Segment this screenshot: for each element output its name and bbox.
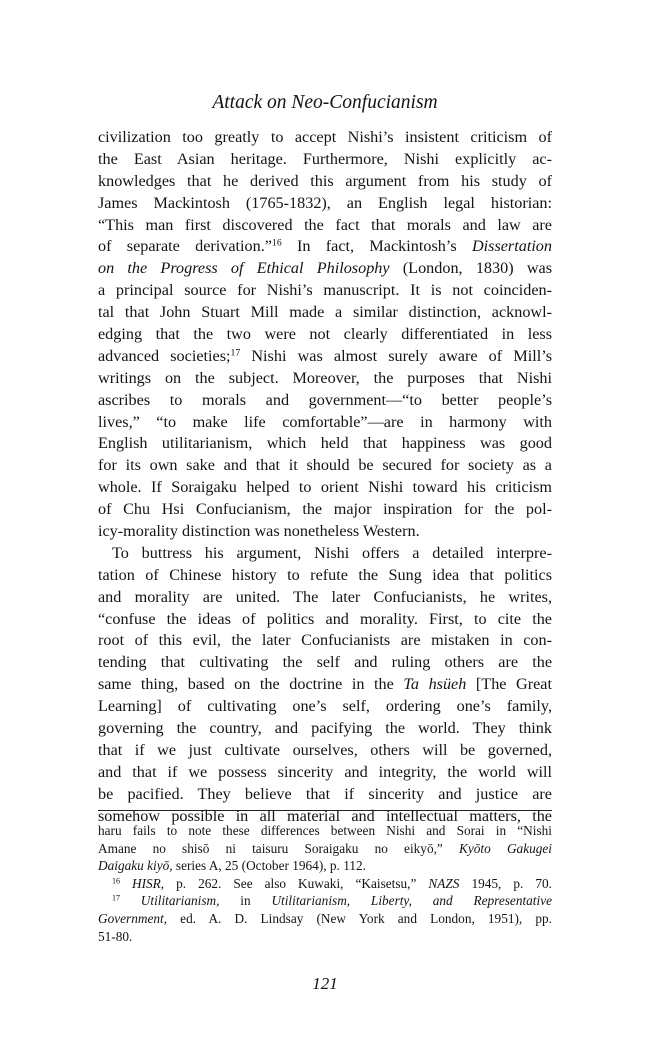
text-line: root of this evil, the later Confucianists are mistaken in con- xyxy=(98,631,552,650)
footnote-number: 16 xyxy=(112,876,120,886)
text-line: whole. If Soraigaku helped to orient Nishi toward his criticism xyxy=(98,478,552,497)
text-line: civilization too greatly to accept Nishi’s insistent criticism of xyxy=(98,128,552,146)
text-line: the East Asian heritage. Furthermore, Nishi explicitly ac- xyxy=(98,149,552,168)
text-line: and that if we possess sincerity and integrity, the world will xyxy=(98,762,552,781)
text-line: ascribes to morals and government—“to better people’s xyxy=(98,390,552,409)
text-line: tending that cultivating the self and ruling others are the xyxy=(98,653,552,672)
text-line: writings on the subject. Moreover, the purposes that Nishi xyxy=(98,368,552,387)
footnote-line: 51-80. xyxy=(98,928,133,944)
text-line: be pacified. They believe that if sincerity and justice are xyxy=(98,784,552,803)
text-line: a principal source for Nishi’s manuscript. It is not coinciden- xyxy=(98,281,552,300)
footnote-line: haru fails to note these differences between Nishi and Sorai in “Nishi xyxy=(98,823,552,838)
footnote-ref: 16 xyxy=(271,238,282,250)
text-line: and morality are united. The later Confucianists, he writes, xyxy=(98,587,552,606)
body-text xyxy=(98,127,552,828)
text-line: To buttress his argument, Nishi offers a detailed interpre- xyxy=(112,543,552,562)
text-line: that if we just cultivate ourselves, others will be governed, xyxy=(98,740,552,759)
text-line: advanced societies;$^{17}$ Nishi was almost surely aware of Mill’s xyxy=(98,346,552,365)
page-number: 121 xyxy=(312,974,338,993)
text-line: “This man first discovered the fact that morals and law are xyxy=(98,215,552,234)
footnote-ref: 17 xyxy=(230,347,241,359)
text-line: icy-morality distinction was nonetheless Western. xyxy=(98,522,420,541)
footnote-line: $^{17}$ Utilitarianism, in Utilitarianism, Liberty, and Representative xyxy=(112,893,553,909)
footnote-line: Government, ed. A. D. Lindsay (New York and London, 1951), pp. xyxy=(98,910,552,926)
text-line: governing the country, and pacifying the world. They think xyxy=(98,719,552,738)
footnote-line: Amane no shisō ni taisuru Soraigaku no eikyō,” Kyōto Gakugei xyxy=(98,840,553,856)
text-line: tation of Chinese history to refute the Sung idea that politics xyxy=(98,565,552,584)
text-line: of separate derivation.”$^{16}$ In fact, Mackintosh’s Dissertation xyxy=(98,237,552,256)
text-line: for its own sake and that it should be secured for society as a xyxy=(98,456,552,475)
text-line: James Mackintosh (1765-1832), an English legal historian: xyxy=(98,193,552,212)
text-line: “confuse the ideas of politics and morality. First, to cite the xyxy=(98,609,552,628)
footnotes xyxy=(98,822,552,945)
text-line: lives,” “to make life comfortable”—are in harmony with xyxy=(98,412,552,431)
footnote-number: 17 xyxy=(112,894,120,903)
text-line: English utilitarianism, which held that happiness was good xyxy=(98,434,552,453)
footnote-line: $^{16}$ HISR, p. 262. See also Kuwaki, “Kaisetsu,” NAZS 1945, p. 70. xyxy=(112,875,552,891)
running-head: Attack on Neo-Confucianism xyxy=(212,92,438,113)
text-line: on the Progress of Ethical Philosophy (London, 1830) was xyxy=(98,259,552,278)
text-line: Learning] of cultivating one’s self, ordering one’s family, xyxy=(98,697,552,716)
text-line: of Chu Hsi Confucianism, the major inspiration for the pol- xyxy=(98,500,552,519)
text-line: same thing, based on the doctrine in the Ta hsüeh [The Great xyxy=(98,675,552,694)
text-line: somehow possible in all material and intellectual matters, the xyxy=(98,806,552,825)
footnote-line: Daigaku kiyō, series A, 25 (October 1964), p. 112. xyxy=(98,858,366,874)
text-line: tal that John Stuart Mill made a similar distinction, acknowl- xyxy=(98,303,552,322)
text-line: knowledges that he derived this argument from his study of xyxy=(98,171,552,190)
text-line: edging that the two were not clearly differentiated in less xyxy=(98,325,552,344)
footnote-rule xyxy=(98,810,552,811)
